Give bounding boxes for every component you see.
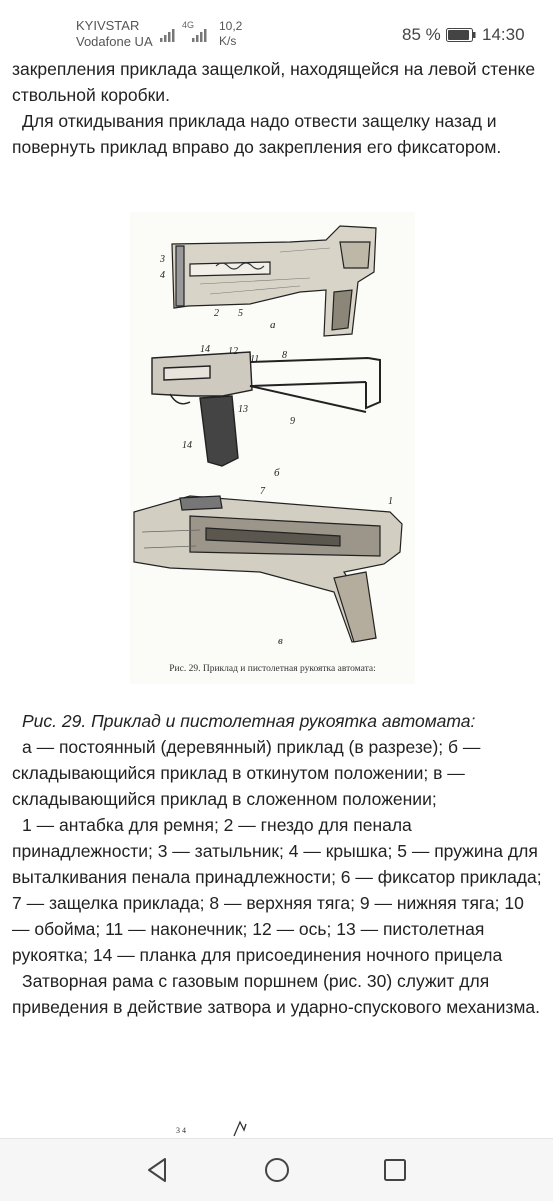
status-bar xyxy=(0,0,553,58)
carrier-names xyxy=(76,18,153,50)
speed-unit: K/s xyxy=(219,34,237,48)
part-number-12: 13 xyxy=(238,404,248,415)
paragraph-3: Затворная рама с газовым поршнем (рис. 30) служит для приведения в действие затвора и ударно-спускового механизма. xyxy=(12,971,541,1017)
clock: 14:30 xyxy=(482,25,525,44)
paragraph-1: закрепления приклада защелкой, находящейся на левой стенке ствольной коробки. xyxy=(12,59,536,105)
battery-icon xyxy=(446,28,476,42)
part-number-14: 14 xyxy=(200,344,210,355)
article-text-bottom xyxy=(12,708,542,1020)
figure-inline-caption: Рис. 29. Приклад и пистолетная рукоятка автомата: xyxy=(169,664,376,674)
part-number-1: 1 xyxy=(388,496,393,507)
figure-caption-variants: а — постоянный (деревянный) приклад (в разрезе); б — складывающийся приклад в откинутом положении; в — складывающийся приклад в сложенном положении; xyxy=(12,737,481,809)
part-number-9: 9 xyxy=(290,416,295,427)
part-number-11: 12 xyxy=(228,346,238,357)
part-number-5: 5 xyxy=(238,308,243,319)
carrier-1: KYIVSTAR xyxy=(76,18,140,33)
figure-29-image xyxy=(130,212,415,684)
home-circle-icon[interactable] xyxy=(260,1153,294,1187)
part-number-3: 3 xyxy=(160,254,165,265)
speed-value: 10,2 xyxy=(219,19,243,33)
rifle-stock-drawing xyxy=(130,212,415,684)
figure-caption-parts: 1 — антабка для ремня; 2 — гнездо для пенала принадлежности; 3 — затыльник; 4 — крышка; 5 — пружина для выталкивания пенала принадлежности; 6 — фиксатор приклада; 7 — защелка приклада; 8 — верхняя тяга; 9 — нижняя тяга; 10 — обойма; 11 — наконечник; 12 — ось; 13 — пистолетная рукоятка; 14 — планка для присоединения ночного прицела xyxy=(12,815,542,965)
part-number-8: 8 xyxy=(282,350,287,361)
drawing-c-folding-stock-folded xyxy=(134,496,402,642)
article-text-top xyxy=(12,56,542,160)
carrier-2: Vodafone UA xyxy=(76,34,153,49)
figure-label-a: а xyxy=(270,319,276,331)
paragraph-2: Для откидывания приклада надо отвести защелку назад и повернуть приклад вправо до закрепления его фиксатором. xyxy=(12,111,502,157)
network-type: 4G xyxy=(182,20,195,30)
next-figure-mark xyxy=(232,1118,248,1138)
battery-percent: 85 % xyxy=(402,25,441,44)
next-figure-numbers: 3 4 xyxy=(176,1126,186,1135)
part-number-2: 2 xyxy=(214,308,219,319)
back-triangle-icon[interactable] xyxy=(141,1153,175,1187)
part-number-7: 7 xyxy=(260,486,265,497)
part-number-13: 14 xyxy=(182,440,192,451)
figure-label-v: в xyxy=(278,635,283,647)
network-speed xyxy=(219,19,242,49)
system-navigation-bar xyxy=(0,1138,553,1201)
part-number-10: 11 xyxy=(250,354,260,365)
recents-square-icon[interactable] xyxy=(378,1153,412,1187)
part-number-4: 4 xyxy=(160,270,165,281)
figure-label-b: б xyxy=(274,467,280,479)
figure-caption-title: Рис. 29. Приклад и пистолетная рукоятка автомата: xyxy=(22,711,476,731)
